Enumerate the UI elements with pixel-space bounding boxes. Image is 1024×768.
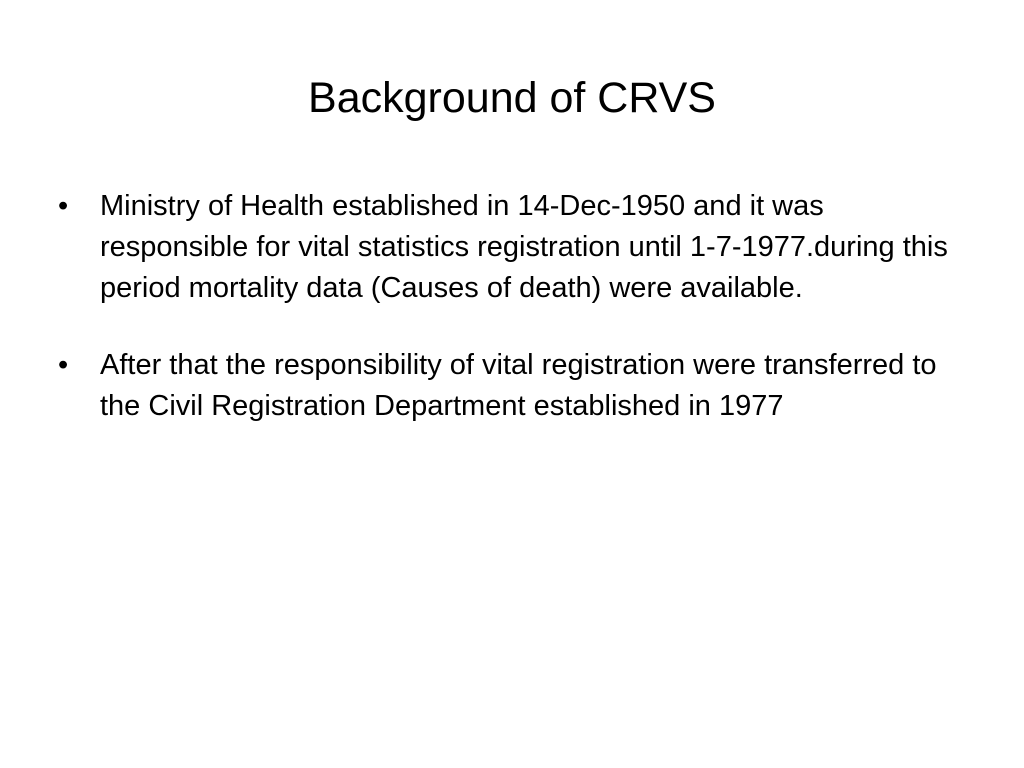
- bullet-icon: •: [58, 349, 69, 381]
- slide-title: Background of CRVS: [308, 74, 716, 122]
- bullet-icon: •: [58, 190, 69, 222]
- bullet-text: After that the responsibility of vital registration were transferred to the Civil Registration Department established in 1977: [100, 349, 937, 422]
- bullet-text: Ministry of Health established in 14-Dec-1950 and it was responsible for vital statistics registration until 1-7-1977.during this period mortality data (Causes of death) were available.: [100, 190, 948, 304]
- bullet-item: [58, 345, 968, 427]
- bullet-list: [58, 186, 968, 463]
- bullet-item: [58, 186, 968, 309]
